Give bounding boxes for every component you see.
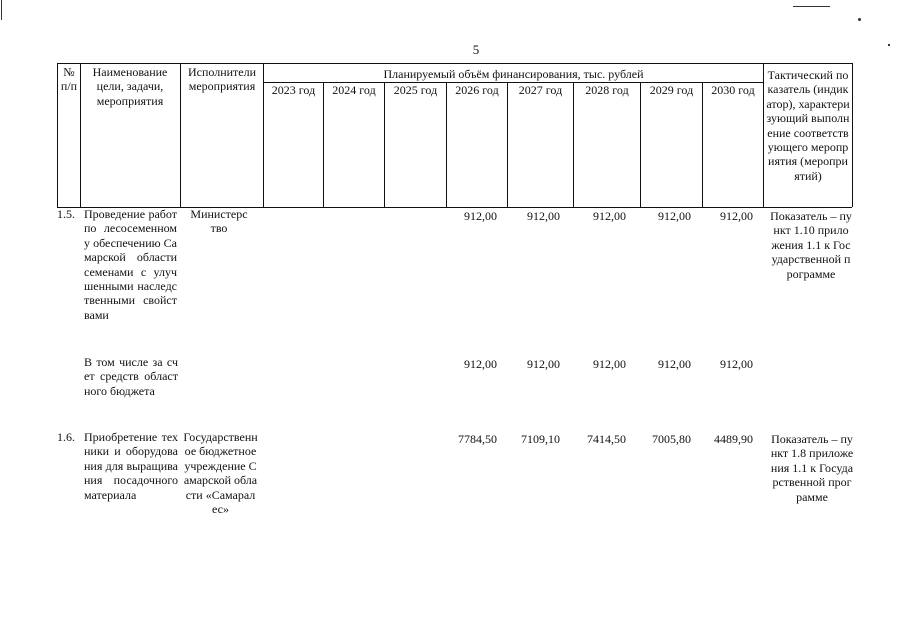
row-value-2029: 912,00 xyxy=(658,357,691,371)
header-year: 2024 год xyxy=(332,83,376,97)
scan-mark xyxy=(1,0,2,20)
row-name: Приобретение техники и оборудования для выращивания посадочного материала xyxy=(84,430,178,502)
row-value-2028: 7414,50 xyxy=(587,432,626,446)
row-indicator: Показатель – пункт 1.10 приложения 1.1 к Государственной программе xyxy=(770,209,852,281)
header-executors: Исполнители мероприятия xyxy=(187,65,257,94)
row-name: Проведение работ по лесосеменному обеспечению Самарской области семенами с улучшенными наследственными свойствами xyxy=(84,207,177,322)
row-name: В том числе за счет средств областного бюджета xyxy=(84,355,178,398)
row-executor: Министерство xyxy=(190,207,248,236)
header-year: 2028 год xyxy=(585,83,629,97)
header-year: 2029 год xyxy=(649,83,694,97)
header-year: 2027 год xyxy=(518,83,563,97)
row-indicator: Показатель – пункт 1.8 приложения 1.1 к Государственной программе xyxy=(770,432,854,504)
row-value-2026: 912,00 xyxy=(464,357,497,371)
row-value-2027: 912,00 xyxy=(527,357,560,371)
row-value-2026: 912,00 xyxy=(464,209,497,223)
row-value-2028: 912,00 xyxy=(593,357,626,371)
page-number: 5 xyxy=(472,42,480,57)
scan-mark xyxy=(888,44,890,46)
row-value-2027: 7109,10 xyxy=(521,432,560,446)
header-year: 2026 год xyxy=(455,83,499,97)
row-value-2027: 912,00 xyxy=(527,209,560,223)
row-value-2029: 7005,80 xyxy=(652,432,691,446)
scan-mark xyxy=(793,6,830,7)
row-value-2028: 912,00 xyxy=(593,209,626,223)
row-value-2030: 912,00 xyxy=(720,357,753,371)
header-funding: Планируемый объём финансирования, тыс. рублей xyxy=(383,67,644,81)
row-value-2029: 912,00 xyxy=(658,209,691,223)
header-year: 2025 год xyxy=(393,83,438,97)
row-value-2030: 4489,90 xyxy=(714,432,753,446)
scan-mark xyxy=(858,18,861,21)
row-value-2030: 912,00 xyxy=(720,209,753,223)
header-indicator: Тактический показатель (индикатор), характеризующий выполнение соответствующего мероприятия (мероприятий) xyxy=(766,68,850,183)
header-no: № п/п xyxy=(60,65,78,94)
row-number: 1.6. xyxy=(57,430,75,444)
row-executor: Государственное бюджетное учреждение Самарской области «Самаралес» xyxy=(183,430,258,517)
header-year: 2023 год xyxy=(271,83,316,97)
header-year: 2030 год xyxy=(711,83,755,97)
row-value-2026: 7784,50 xyxy=(458,432,497,446)
header-name: Наименование цели, задачи, мероприятия xyxy=(92,65,168,108)
row-number: 1.5. xyxy=(57,207,75,221)
